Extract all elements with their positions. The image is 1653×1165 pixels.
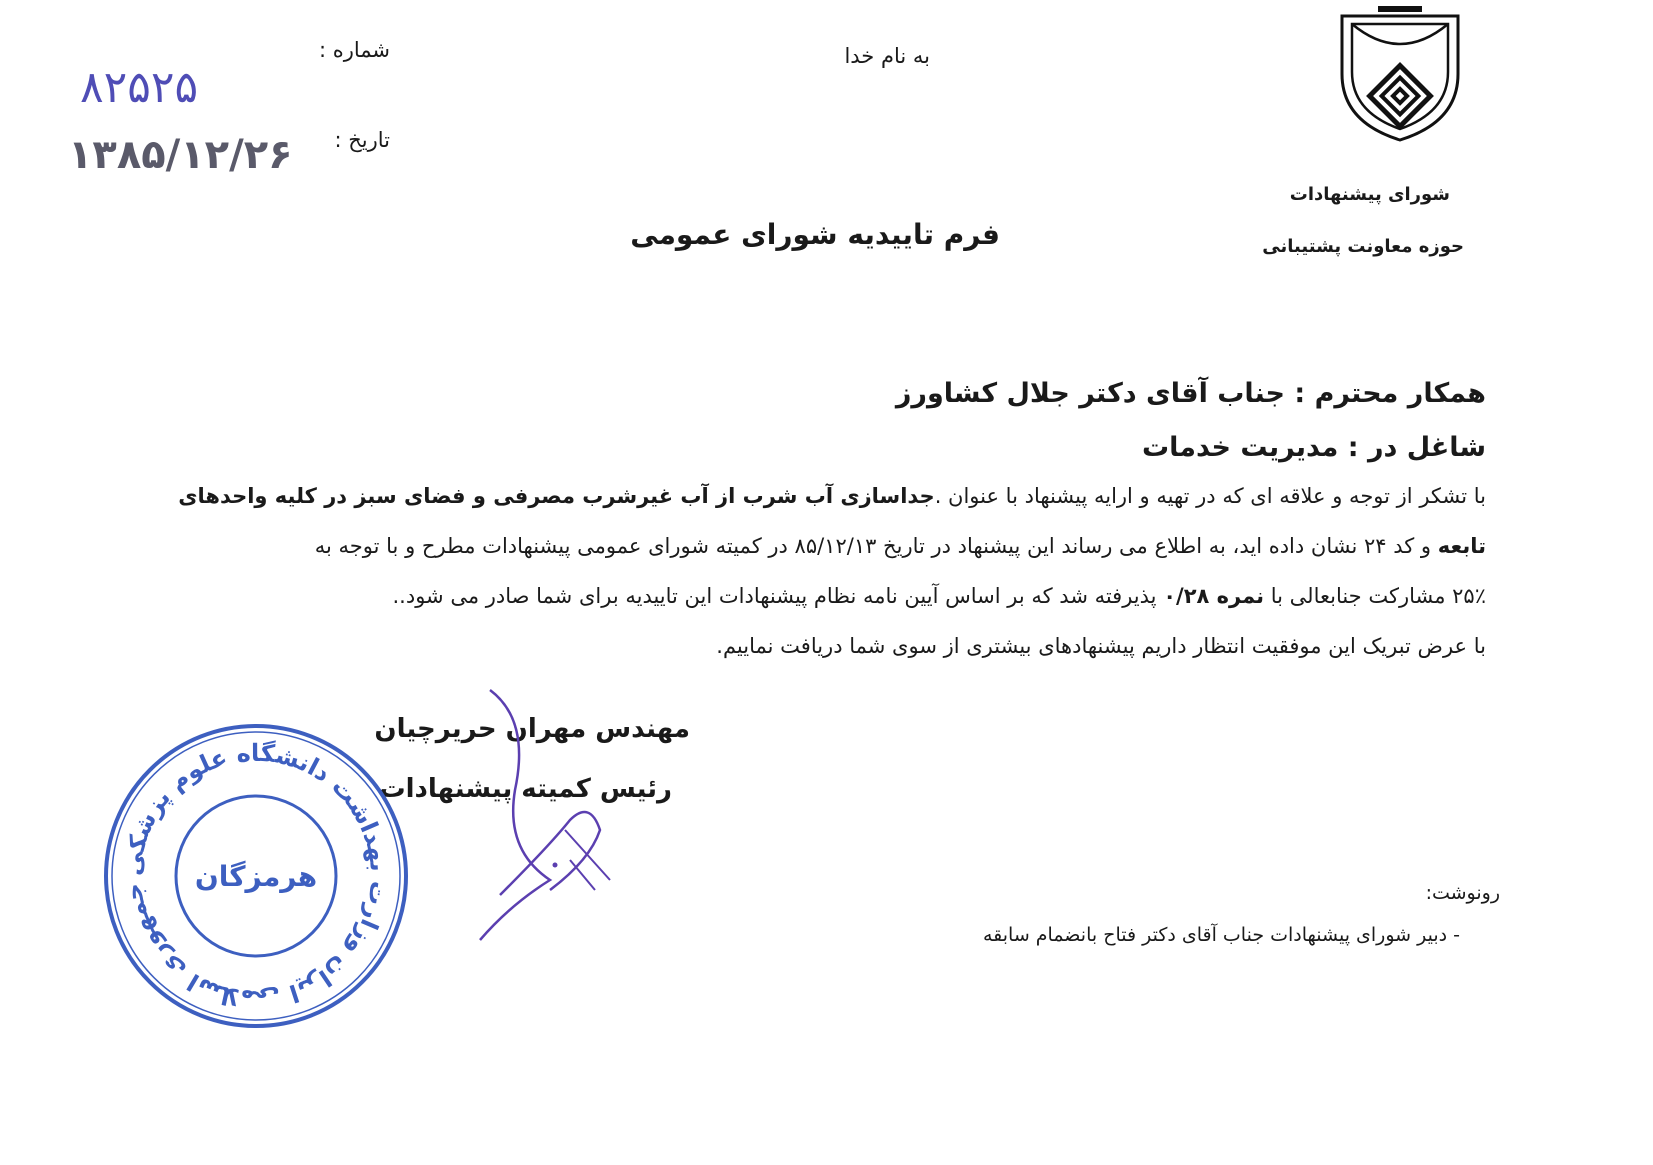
university-logo [1338, 4, 1462, 144]
cc-item: - دبیر شورای پیشنهادات جناب آقای دکتر فتاح بانضمام سابقه [982, 924, 1460, 946]
signer-name: مهندس مهران حریرچیان [374, 714, 690, 744]
date-value: ۱۳۸۵/۱۲/۲۶ [68, 132, 293, 178]
body-line-2-text: و کد ۲۴ نشان داده اید، به اطلاع می رساند این پیشنهاد در تاریخ ۸۵/۱۲/۱۳ در کمیته شورای عمومی پیشنهادات مطرح و با توجه به [314, 534, 1438, 558]
handwritten-date [68, 132, 293, 178]
body-line-4: با عرض تبریک این موفقیت انتظار داریم پیشنهادهای بیشتری از سوی شما دریافت نماییم. [716, 634, 1486, 658]
handwritten-signature [470, 680, 620, 950]
proposal-title: جداسازی آب شرب از آب غیرشرب مصرفی و فضای سبز در کلیه واحدهای [178, 484, 935, 508]
cc-label: رونوشت: [1425, 882, 1500, 904]
body-line-2 [170, 534, 1486, 559]
number-value: ۸۲۵۲۵ [80, 62, 199, 113]
signature-scribble-icon [470, 680, 620, 950]
handwritten-number [80, 62, 198, 113]
number-label: شماره : [318, 38, 390, 62]
org-name: شورای پیشنهادات [1289, 184, 1450, 205]
body-line-3 [170, 584, 1486, 609]
recipient-name: همکار محترم : جناب آقای دکتر جلال کشاورز [895, 378, 1486, 409]
round-seal-icon [96, 716, 416, 1036]
org-department: حوزه معاونت پشتیبانی [1262, 236, 1464, 257]
date-label: تاریخ : [334, 128, 390, 152]
stamp-outer-text: جمهوری اسلامی ایران وزارت بهداشت دانشگاه علوم پزشکی [118, 738, 394, 1014]
bismillah: به نام خدا [844, 44, 930, 68]
official-stamp [96, 716, 416, 1036]
body-line-1-intro: با تشکر از توجه و علاقه ای که در تهیه و ارایه پیشنهاد با عنوان . [934, 484, 1486, 508]
body-line-3-start: ۲۵٪ مشارکت جنابعالی با [1264, 584, 1486, 608]
recipient-department: شاغل در : مدیریت خدمات [1141, 432, 1486, 463]
score: نمره ۰/۲۸ [1163, 584, 1265, 608]
stamp-inner-text: هرمزگان [194, 860, 318, 893]
page-title: فرم تاییدیه شورای عمومی [630, 218, 1000, 251]
signer-position: رئیس کمیته پیشنهادات [379, 774, 672, 804]
body-line-1 [170, 484, 1486, 509]
proposal-title-end: تابعه [1437, 534, 1486, 558]
body-line-3-end: پذیرفته شد که بر اساس آیین نامه نظام پیشنهادات این تاییدیه برای شما صادر می شود.. [392, 584, 1164, 608]
shield-logo-icon [1338, 4, 1462, 144]
